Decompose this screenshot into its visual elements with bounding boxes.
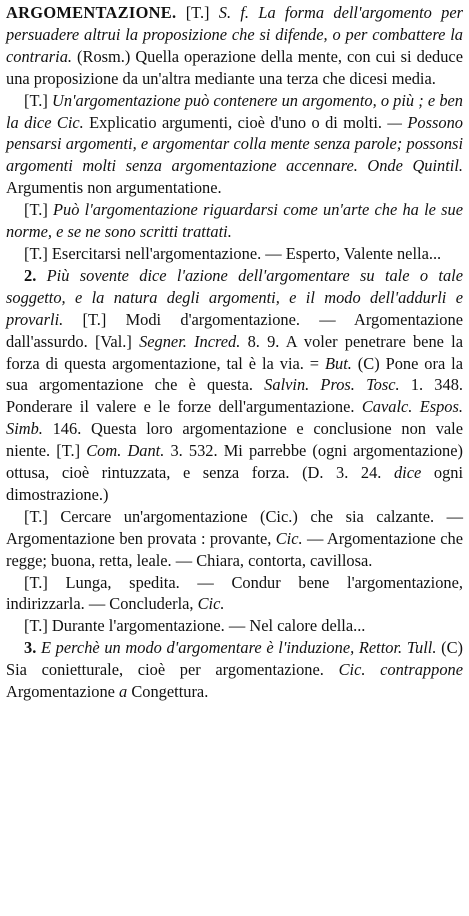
tag-marker: [T.]	[56, 441, 81, 461]
citation: Com. Dant.	[86, 441, 165, 461]
sense-text: Pone ora la sua argomentazione che è questa.	[6, 353, 463, 395]
entry-paragraph	[6, 90, 463, 200]
dictionary-entry	[6, 2, 463, 703]
citation: Segner. Incred.	[139, 331, 241, 351]
sense-text: Più sovente dice l'azione dell'argomentare su tale o tale soggetto, e la natura degli argomenti, e il modo dell'addurli e provarli.	[6, 265, 463, 329]
entry-paragraph	[6, 199, 463, 243]
citation: But.	[325, 353, 352, 373]
tag-marker: [T.]	[24, 200, 48, 220]
citation-number: 8. 9.	[247, 331, 280, 351]
sense-number: 2.	[24, 265, 37, 285]
definition-text: Quella operazione della mente, con cui si deduce una proposizione da un'altra mediante una terza che dicesi media.	[6, 46, 463, 88]
citation: Cic.	[275, 528, 303, 548]
sense-text: E perchè un modo d'argomentare è l'induzione,	[40, 638, 355, 658]
sense-text: Mi parrebbe (ogni argomentazione) ottusa, cioè rintuzzata, e senza forza.	[6, 441, 463, 483]
sense-text: Ponderare il valere e le forze dell'argumentazione.	[6, 397, 355, 417]
tag-marker: [T.]	[24, 506, 48, 526]
sense-text: Questa loro argomentazione e conclusione non vale niente.	[6, 419, 463, 461]
headword: ARGOMENTAZIONE.	[6, 3, 177, 22]
tag-marker: [T.]	[24, 90, 48, 110]
citation-number: 146.	[52, 419, 82, 439]
sense-text: Argomentazione	[6, 682, 115, 702]
sense-text: Sia conietturale, cioè per argomentazione.	[6, 660, 324, 680]
citation-number: 3. 532.	[170, 441, 218, 461]
sense-text: A voler penetrare bene la forza di questa argomentazione, tal è la via. =	[6, 331, 463, 373]
paragraph-text: Durante l'argomentazione. — Nel calore della...	[51, 616, 366, 636]
paragraph-text: Explicatio argumenti, cioè d'uno o di molti.	[89, 112, 382, 132]
sense-text: dice	[393, 463, 422, 483]
citation: Cic.	[197, 594, 225, 614]
part-of-speech: S. f.	[218, 3, 250, 22]
citation: Cavalc. Espos. Simb.	[6, 397, 463, 439]
sense-number: 3.	[24, 638, 37, 658]
tag-marker: [T.]	[82, 309, 107, 329]
paragraph-text: Esercitarsi nell'argomentazione. — Esperto, Valente nella...	[51, 243, 442, 263]
entry-paragraph	[6, 243, 463, 265]
citation: Cic. contrappone	[338, 660, 463, 680]
source-ref: (Rosm.)	[77, 46, 131, 66]
paragraph-text: Lunga, spedita. — Condur bene l'argomentazione, indirizzarla. — Concluderla,	[6, 572, 463, 614]
paragraph-text: Cercare un'argomentazione	[60, 506, 248, 526]
entry-paragraph	[6, 615, 463, 637]
paragraph-text: riguardarsi come un'arte che ha le sue norme, e se ne sono scritti trattati.	[6, 200, 463, 242]
paragraph-text: Può l'argomentazione	[53, 200, 198, 220]
entry-paragraph	[6, 572, 463, 616]
entry-definition	[6, 2, 463, 90]
tag-marker: [T.]	[24, 243, 48, 263]
tag-marker: [T.]	[24, 616, 48, 636]
tag-marker: [T.]	[24, 572, 48, 592]
paragraph-text: Argumentis non argumentatione.	[6, 178, 222, 198]
entry-paragraph	[6, 506, 463, 572]
paragraph-text: Un'argomentazione può contenere un argomento, o più ; e ben la dice Cic.	[6, 90, 463, 132]
source-ref: (D. 3. 24.	[302, 463, 382, 483]
tag-marker: [T.]	[185, 3, 210, 22]
paragraph-text: — Possono pensarsi argomenti, e argomentar colla mente senza parole; possonsi argomenti molti senza argomentazione accennare. Onde Quintil.	[6, 112, 463, 176]
sense-text: ogni dimostrazione.)	[6, 463, 464, 504]
sense-2	[6, 265, 463, 506]
paragraph-text: — Argomentazione che regge; buona, retta, leale. — Chiara, contorta, cavillosa.	[6, 528, 463, 570]
citation-number: 1. 348.	[410, 375, 463, 395]
definition-text: La forma dell'argomento per persuadere altrui la proposizione che si difende, o per combattere la contraria.	[6, 3, 463, 66]
paragraph-text: che sia calzante. — Argomentazione ben provata : provante,	[6, 506, 463, 548]
source-ref: (C)	[357, 353, 380, 373]
sense-text: a	[119, 682, 128, 702]
citation: Rettor. Tull.	[358, 638, 437, 658]
source-ref: (Cic.)	[260, 506, 298, 526]
sense-3	[6, 637, 463, 703]
sense-text: Congettura.	[131, 682, 209, 702]
citation: Salvin. Pros. Tosc.	[264, 375, 400, 395]
source-ref: (C)	[441, 638, 463, 658]
sense-text: Modi d'argomentazione. — Argomentazione dall'assurdo.	[6, 309, 463, 351]
source-ref: [Val.]	[94, 331, 132, 351]
